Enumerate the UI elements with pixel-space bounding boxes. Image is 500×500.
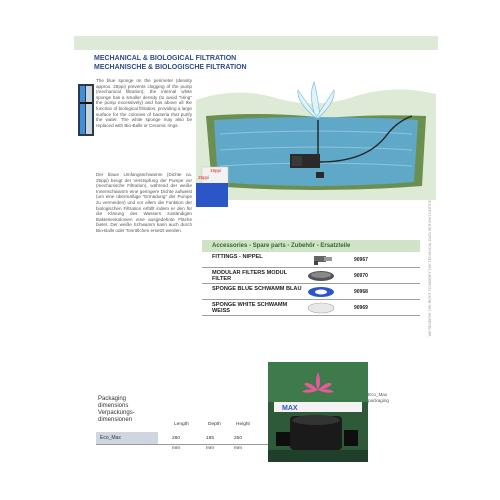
- accessory-code: 90970: [354, 273, 368, 279]
- white-sponge-icon: [306, 302, 336, 314]
- accessory-row: [202, 268, 420, 284]
- accessory-row: [202, 252, 420, 268]
- section-heading: [94, 54, 247, 72]
- packaging-photo: [268, 362, 368, 462]
- header-band: [74, 36, 438, 50]
- description-de: Der blaue Umfangsschwamm (Dichte ca. 25ppi) beugt der Verstopfung der Pumpe vor (mechanische Filtration), während der weiße Innenschwamm eine geringere Dichte aufweist (um eine übermäßige "Ermüdung" der Pumpe zu vermeiden) und vor allem die Funktion der biologischen Filtration erfüllt indem er den für die Klärung des Wassers zuständigen Bakterienkolonien eine ausgedehnte Fläche bietet. Der weiße Schwamm kann auch durch Bio-Balls oder Tonröllchen ersetzt werden.: [96, 172, 192, 233]
- dims-divider: [96, 444, 268, 445]
- dimensions-title: Packaging dimensions Verpackungs-dimensionen: [98, 396, 135, 423]
- accessory-name: SPONGE BLUE SCHWAMM BLAU: [212, 286, 302, 292]
- accessories-header: Accessories - Spare parts - Zubehör - Ersatzteile: [202, 240, 420, 252]
- pond-fountain-illustration: [196, 76, 436, 200]
- dim-model-name: Eco_Max: [96, 432, 158, 444]
- accessory-name: FITTINGS - NIPPEL: [212, 254, 263, 260]
- heading-de: MECHANISCHE & BIOLOGISCHE FILTRATION: [94, 64, 247, 71]
- accessory-code: 90967: [354, 257, 368, 263]
- accessory-name: MODULAR FILTERS MODUL FILTER: [212, 270, 287, 282]
- modular-filter-icon: [306, 270, 336, 282]
- accessory-row: [202, 284, 420, 300]
- nipple-fitting-icon: [306, 254, 336, 266]
- label-25ppi: 25ppi: [198, 175, 210, 180]
- packaging-photo-label: Eco_Max packaging: [368, 392, 389, 403]
- dim-depth-value: 185 mm: [206, 436, 215, 451]
- sponge-samples-image: [192, 163, 232, 211]
- packaging-dimensions: [98, 396, 250, 451]
- heading-en: MECHANICAL & BIOLOGICAL FILTRATION: [94, 55, 237, 62]
- accessory-code: 90968: [354, 289, 368, 295]
- dim-header-depth: Depth: [208, 422, 221, 427]
- accessory-code: 90969: [354, 305, 368, 311]
- side-disclaimer: WE RESERVE THE RIGHT TO MODIFY THE TECHNICAL DATA WITHOUT NOTICE: [428, 200, 432, 337]
- accessory-name: SPONGE WHITE SCHWAMM WEISS: [212, 302, 288, 314]
- dim-header-length: Length: [174, 422, 189, 427]
- dim-header-height: Height: [236, 422, 250, 427]
- dim-height-value: 250 mm: [234, 436, 243, 451]
- dim-length-value: 280 mm: [172, 436, 181, 451]
- accessories-table: [202, 240, 420, 316]
- packaging-box-text: MAX: [282, 405, 298, 412]
- description-en: The blue sponge on the perimeter (density approx. 25ppi) prevents clogging of the pump (mechanical filtration); the internal white sponge has a smaller density (to avoid "tiring" the pump excessively) and has above all the function of biological filtration, providing a large surface for the colonies of bacteria that purify the water. The white sponge may also be replaced with Bio-Balls or Ceramic rings.: [96, 78, 192, 128]
- label-15ppi: 15ppi: [210, 168, 222, 173]
- sponge-cross-section-image: [78, 84, 94, 136]
- accessory-row: [202, 300, 420, 316]
- blue-sponge-icon: [306, 286, 336, 298]
